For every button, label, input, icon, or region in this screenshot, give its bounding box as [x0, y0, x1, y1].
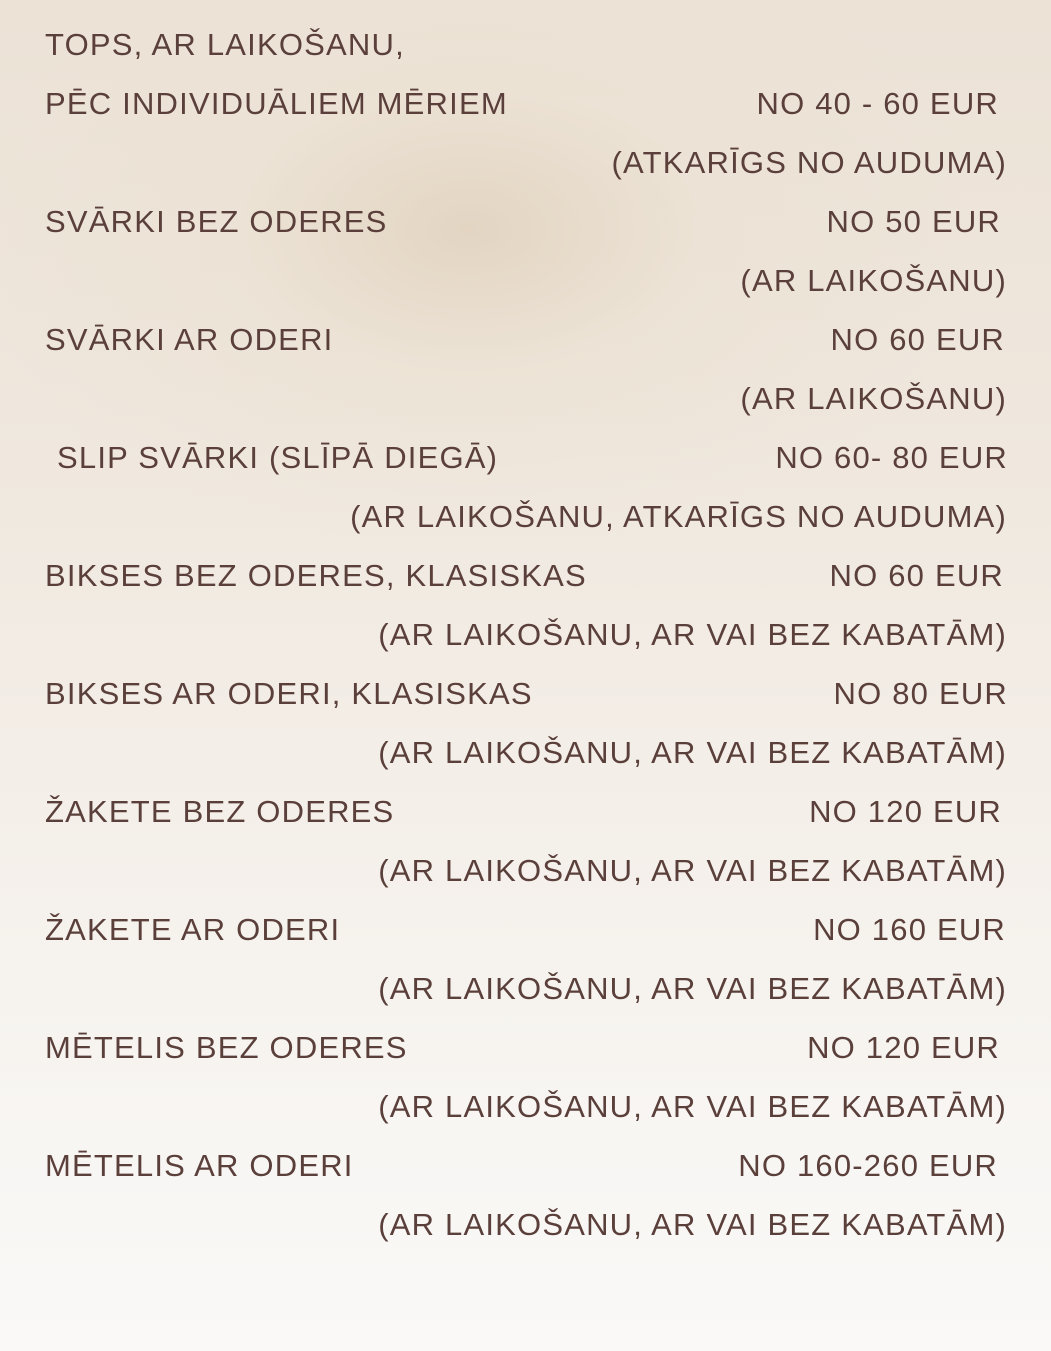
- item-name: BIKSES BEZ ODERES, KLASISKAS: [45, 558, 587, 593]
- item-name: MĒTELIS AR ODERI: [45, 1148, 354, 1183]
- item-price: NO 60 EUR: [829, 558, 1004, 593]
- item-price: NO 80 EUR: [833, 676, 1008, 711]
- item-note: (AR LAIKOŠANU, AR VAI BEZ KABATĀM): [378, 617, 1007, 652]
- item-price: NO 60- 80 EUR: [775, 440, 1008, 475]
- item-note: (AR LAIKOŠANU, AR VAI BEZ KABATĀM): [378, 735, 1007, 770]
- item-price: NO 120 EUR: [809, 794, 1002, 829]
- item-name: ŽAKETE AR ODERI: [45, 912, 341, 947]
- item-name: MĒTELIS BEZ ODERES: [45, 1030, 408, 1065]
- item-name-line2: PĒC INDIVIDUĀLIEM MĒRIEM: [45, 86, 508, 121]
- item-price: NO 120 EUR: [807, 1030, 1000, 1065]
- item-name: SLIP SVĀRKI (SLĪPĀ DIEGĀ): [57, 440, 499, 475]
- item-note: (AR LAIKOŠANU, AR VAI BEZ KABATĀM): [378, 1089, 1007, 1124]
- item-name: SVĀRKI BEZ ODERES: [45, 204, 388, 239]
- item-note: (AR LAIKOŠANU): [740, 263, 1007, 298]
- item-price: NO 40 - 60 EUR: [756, 86, 999, 121]
- item-note: (AR LAIKOŠANU, AR VAI BEZ KABATĀM): [378, 853, 1007, 888]
- item-name: SVĀRKI AR ODERI: [45, 322, 334, 357]
- item-name: BIKSES AR ODERI, KLASISKAS: [45, 676, 533, 711]
- item-price: NO 160-260 EUR: [738, 1148, 998, 1183]
- item-name-line1: TOPS, AR LAIKOŠANU,: [45, 27, 405, 62]
- item-note: (ATKARĪGS NO AUDUMA): [611, 145, 1007, 180]
- item-price: NO 60 EUR: [830, 322, 1005, 357]
- item-note: (AR LAIKOŠANU, ATKARĪGS NO AUDUMA): [350, 499, 1007, 534]
- item-note: (AR LAIKOŠANU): [740, 381, 1007, 416]
- item-price: NO 50 EUR: [826, 204, 1001, 239]
- item-name: ŽAKETE BEZ ODERES: [45, 794, 395, 829]
- item-price: NO 160 EUR: [813, 912, 1006, 947]
- item-note: (AR LAIKOŠANU, AR VAI BEZ KABATĀM): [378, 971, 1007, 1006]
- item-note: (AR LAIKOŠANU, AR VAI BEZ KABATĀM): [378, 1207, 1007, 1242]
